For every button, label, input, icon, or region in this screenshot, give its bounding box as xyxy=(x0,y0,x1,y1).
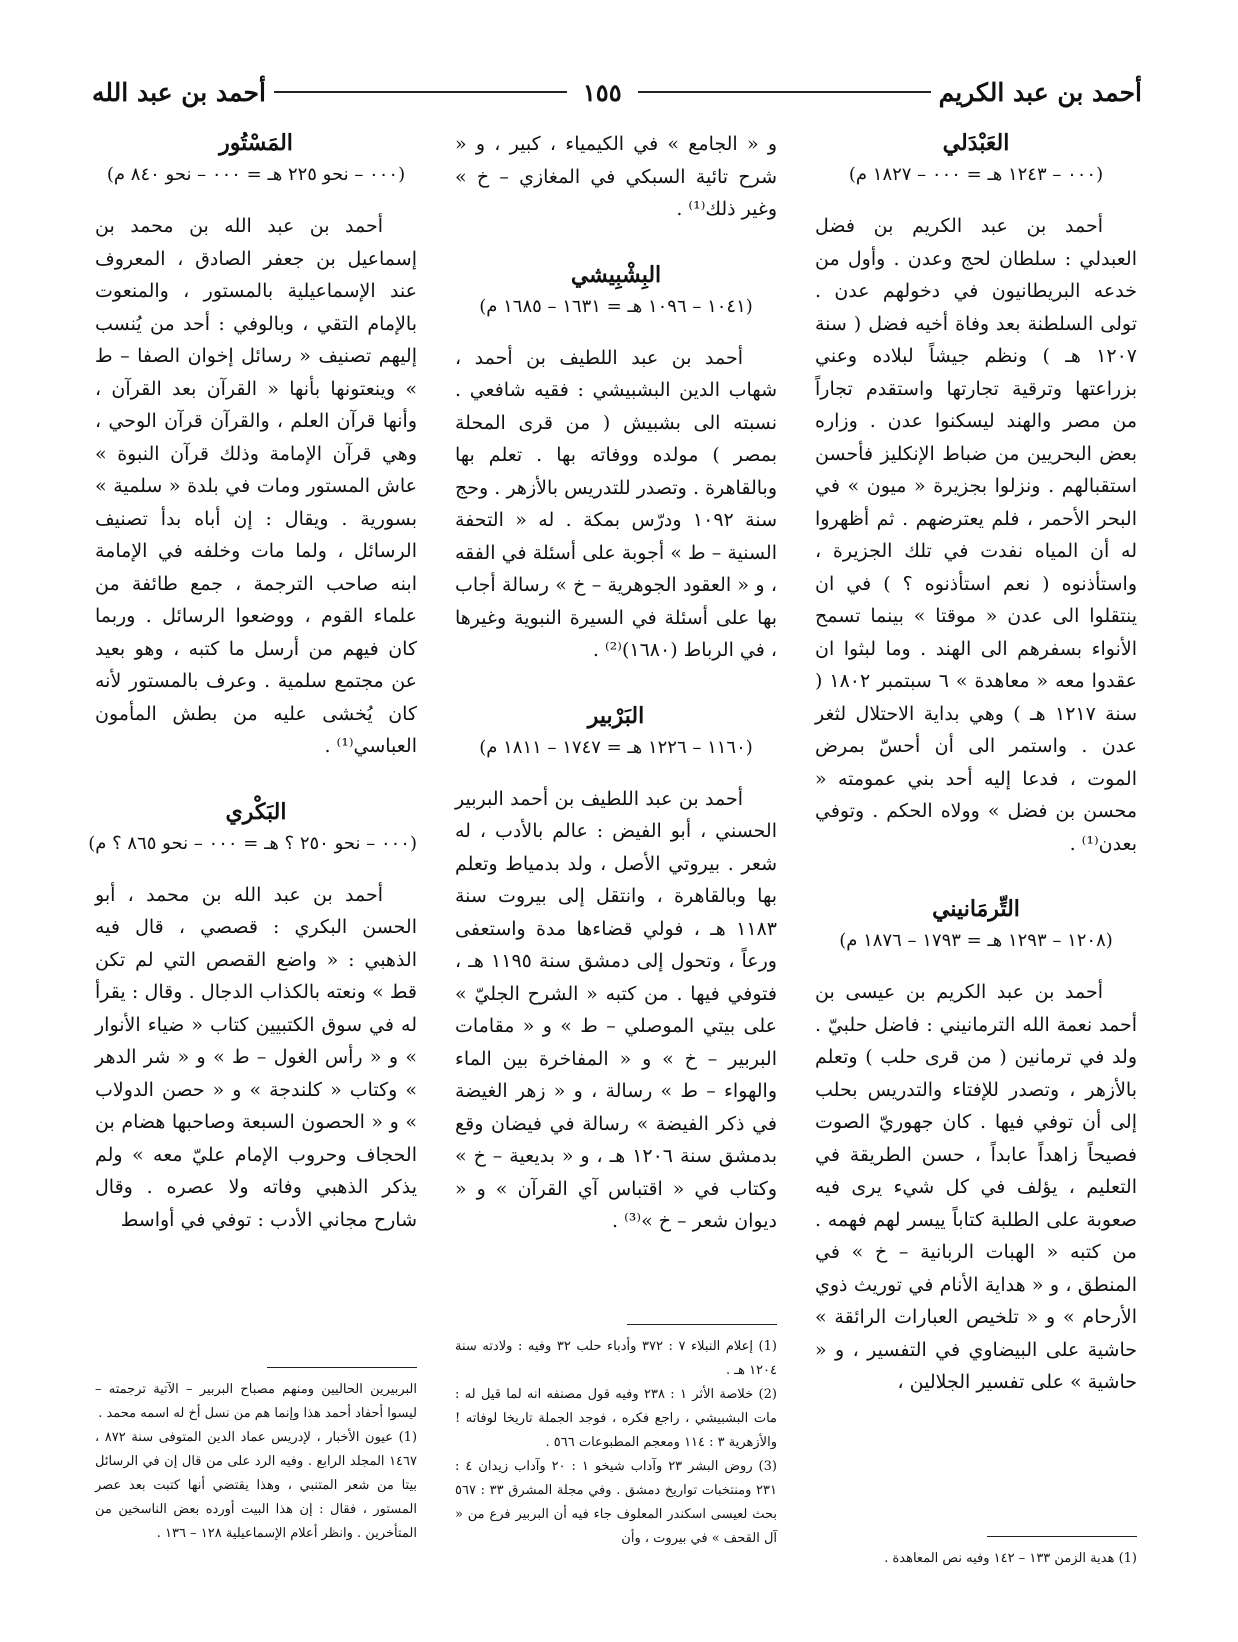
column-right-body xyxy=(815,128,1137,1458)
footnote: (1) إعلام النبلاء ٧ : ٣٧٢ وأدباء حلب ٣٢ وفيه : ولادته سنة ١٢٠٤ هـ . xyxy=(455,1339,777,1378)
entry-barbir xyxy=(455,701,777,1238)
entry-dates: (١٠٤١ – ١٠٩٦ هـ = ١٦٣١ – ١٦٨٥ م) xyxy=(479,295,753,317)
entry-title: البَكْري xyxy=(225,798,287,825)
header-rule-left xyxy=(274,91,567,93)
entry-bishbishi xyxy=(455,260,777,667)
entry-text: أحمد بن عبد الكريم بن فضل العبدلي : سلطان لحج وعدن . وأول من خدعه البريطانيون في دخولهم عدن . تولى السلطنة بعد وفاة أخيه فضل ( سنة ١٢٠٧ هـ ) ونظم جيشاً لبلاده وعني بزراعتها وترقية تجارتها واستقدم تجاراً من مصر والهند ليسكنوا عدن . وزاره بعض البحريين من ضباط الإنكليز فأحسن استقبالهم . ونزلوا بجزيرة « ميون » في البحر الأحمر ، فلم يعترضهم . ثم أظهروا له أن المياه نفدت في تلك الجزيرة ، واستأذنوه ( نعم استأذنوه ؟ ) في ان ينتقلوا الى عدن « موقتا » بينما تسمح الأنواء بسفرهم الى الهند . وما لبثوا ان عقدوا معه « معاهدة » ٦ سبتمبر ١٨٠٢ ( سنة ١٢١٧ هـ ) وهي بداية الاحتلال لثغر عدن . واستمر الى أن أحسّ بمرض الموت ، فدعا إليه أحد بني عمومته « محسن بن فضل » وولاه الحكم . وتوفي بعدن⁽¹⁾ . xyxy=(815,215,1138,855)
entry-text: أحمد بن عبد اللطيف بن أحمد البربير الحسني ، أبو الفيض : عالم بالأدب ، له شعر . بيروتي الأصل ، ولد بدمياط وتعلم بها وبالقاهرة ، وانتقل إلى بيروت سنة ١١٨٣ هـ ، فولي قضاءها مدة واستعفى ورعاً ، وتحول إلى دمشق سنة ١١٩٥ هـ ، فتوفي فيها . من كتبه « الشرح الجليّ » على بيتي الموصلي – ط » و « مقامات البربير – خ » و « المفاخرة بين الماء والهواء – ط » رسالة ، و « زهر الغيضة في ذكر الفيضة » رسالة في فيضان وقع بدمشق سنة ١٢٠٦ هـ ، و « بديعية – خ » وكتاب في « اقتباس آي القرآن » و « ديوان شعر – خ »⁽³⁾ . xyxy=(455,787,777,1232)
footnote: البربيرين الحاليين ومنهم مصباح البربير – الآتية ترجمته – ليسوا أحفاد أحمد هذا وإنما هم من نسل أخ له اسمه محمد . xyxy=(95,1382,417,1421)
entry-text: أحمد بن عبد اللطيف بن أحمد ، شهاب الدين البشبيشي : فقيه شافعي . نسبته الى بشبيش ( من قرى المحلة بمصر ) مولده ووفاته بها . تعلم بها وبالقاهرة . وتصدر للتدريس بالأزهر . وحج سنة ١٠٩٢ ودرّس بمكة . له « التحفة السنية – ط » أجوبة على أسئلة في الفقه ، و « العقود الجوهرية – خ » رسالة أجاب بها على أسئلة في السيرة النبوية وغيرها ، في الرباط (١٦٨٠)⁽²⁾ . xyxy=(455,346,777,661)
entry-title: العَبْدَلي xyxy=(942,130,1010,156)
running-header xyxy=(92,72,1142,112)
entry-mastur xyxy=(95,128,417,763)
header-left-title: أحمد بن عبد الله xyxy=(92,77,266,107)
entry-text: أحمد بن عبد الله بن محمد بن إسماعيل بن جعفر الصادق ، المعروف عند الإسماعيلية بالمستور ، والمنعوت بالإمام التقي ، وبالوفي : أحد من يُنسب إليهم تصنيف « رسائل إخوان الصفا – ط » وينعتونها بأنها « القرآن بعد القرآن ، وأنها قرآن العلم ، والقرآن قرآن الوحي ، وهي قرآن الإمامة وذلك قرآن النبوة » عاش المستور ومات في بلدة « سلمية » بسورية . ويقال : إن أباه بدأ تصنيف الرسائل ، ولما مات وخلفه في الإمامة ابنه صاحب الترجمة ، جمع طائفة من علماء القوم ، ووضعوا الرسائل . وربما كان فيهم من أرسل ما كتبه ، وهو بعيد عن مجتمع سلمية . وعرف بالمستور لأنه كان يُخشى عليه من بطش المأمون العباسي⁽¹⁾ . xyxy=(95,215,417,757)
entry-dates: (٠٠٠ – ١٢٤٣ هـ = ٠٠٠ – ١٨٢٧ م) xyxy=(848,164,1104,185)
column-right xyxy=(815,128,1137,1626)
page-number: ١٥٥ xyxy=(582,77,622,107)
entry-dates: (١٢٠٨ – ١٢٩٣ هـ = ١٧٩٣ – ١٨٧٦ م) xyxy=(839,930,1113,951)
entry-text: أحمد بن عبد الكريم بن عيسى بن أحمد نعمة الله الترمانيني : فاضل حلبيّ . ولد في ترمانين ( من قرى حلب ) وتعلم بالأزهر ، وتصدر للإفتاء والتدريس بحلب إلى أن توفي فيها . كان جهوريّ الصوت فصيحاً زاهداً عابداً ، حسن الطريقة في التعليم ، يؤلف في كل شيء يرى فيه صعوبة على الطلبة كتاباً ييسر لهم فهمه . من كتبه « الهبات الربانية – خ » في المنطق ، و « هداية الأنام في توريث ذوي الأرحام » و « تلخيص العبارات الرائقة » حاشية على البيضاوي في التفسير ، و « حاشية » على تفسير الجلالين ، xyxy=(815,981,1137,1393)
entry-title: البَرْبير xyxy=(587,702,645,729)
entry-dates: (١١٦٠ – ١٢٢٦ هـ = ١٧٤٧ – ١٨١١ م) xyxy=(479,736,753,758)
footnote-rule xyxy=(627,1324,777,1325)
entry-bakri xyxy=(88,797,417,1237)
entry-title: المَسْتُور xyxy=(219,130,293,156)
header-right-title: أحمد بن عبد الكريم xyxy=(938,77,1142,107)
continued-text: و « الجامع » في الكيمياء ، كبير ، و « شرح تائية السبكي في المغازي – خ » وغير ذلك⁽¹⁾ . xyxy=(455,133,777,220)
entry-text: أحمد بن عبد الله بن محمد ، أبو الحسن البكري : قصصي ، قال فيه الذهبي : « واضع القصص التي لم تكن قط » ونعته بالكذاب الدجال . وقال : يقرأ له في سوق الكتبيين كتاب « ضياء الأنوار » و « رأس الغول – ط » و « شر الدهر » وكتاب « كلندجة » و « حصن الدولاب » و « الحصون السبعة وصاحبها هضام بن الحجاف وحروب الإمام عليّ معه » ولم يذكر الذهبي وفاته ولا عصره . وقال شارح مجاني الأدب : توفي في أواسط xyxy=(95,883,417,1231)
entry-tirmanini xyxy=(815,894,1137,1399)
entry-dates: (٠٠٠ – نحو ٢٢٥ هـ = ٠٠٠ – نحو ٨٤٠ م) xyxy=(106,164,406,185)
footnotes-middle xyxy=(455,1318,777,1551)
entry-title: التِّرمَانيني xyxy=(932,896,1020,922)
column-left-body xyxy=(88,128,417,1231)
footnote: (1) عيون الأخبار ، لإدريس عماد الدين المتوفى سنة ٨٧٢ ، ١٤٦٧ المجلد الرابع . وفيه الرد على من قال إن في الرسائل بيتا من شعر المتنبي ، وهذا يقتضي أنها كتبت بعد عصر المستور ، فقال : إن هذا البيت أورده بعض الناسخين من المتأخرين . وانظر أعلام الإسماعيلية ١٢٨ – ١٣٦ . xyxy=(95,1430,418,1541)
footnote: (2) خلاصة الأثر ١ : ٢٣٨ وفيه قول مصنفه انه لما قيل له : مات البشبيشي ، راجع فكره ، فوجد الجملة تاريخا لوفاته ! والأزهرية ٣ : ١١٤ ومعجم المطبوعات ٥٦٦ . xyxy=(455,1387,777,1450)
column-middle xyxy=(455,128,777,1626)
column-middle-body xyxy=(455,128,777,1232)
footnotes-right xyxy=(815,1530,1137,1571)
column-left xyxy=(88,128,418,1626)
footnote-rule xyxy=(267,1367,417,1368)
footnotes-left xyxy=(95,1361,417,1546)
entry-title: البِشْبِيشي xyxy=(570,261,662,288)
footnote: (1) هدية الزمن ١٣٣ – ١٤٢ وفيه نص المعاهدة . xyxy=(884,1551,1137,1566)
entry-dates: (٠٠٠ – نحو ٢٥٠ ؟ هـ = ٠٠٠ – نحو ٨٦٥ ؟ م) xyxy=(88,832,417,854)
header-rule-right xyxy=(638,91,931,93)
footnote-rule xyxy=(987,1536,1137,1537)
entry-abdali xyxy=(815,128,1137,860)
footnote: (3) روض البشر ٢٣ وآداب شيخو ١ : ٢٠ وآداب زيدان ٤ : ٢٣١ ومنتخبات تواريخ دمشق . وفي مجلة المشرق ٣٣ : ٥٦٧ بحث لعيسى اسكندر المعلوف جاء فيه أن البربير فرع من « آل القحف » في بيروت ، وأن xyxy=(455,1459,777,1546)
